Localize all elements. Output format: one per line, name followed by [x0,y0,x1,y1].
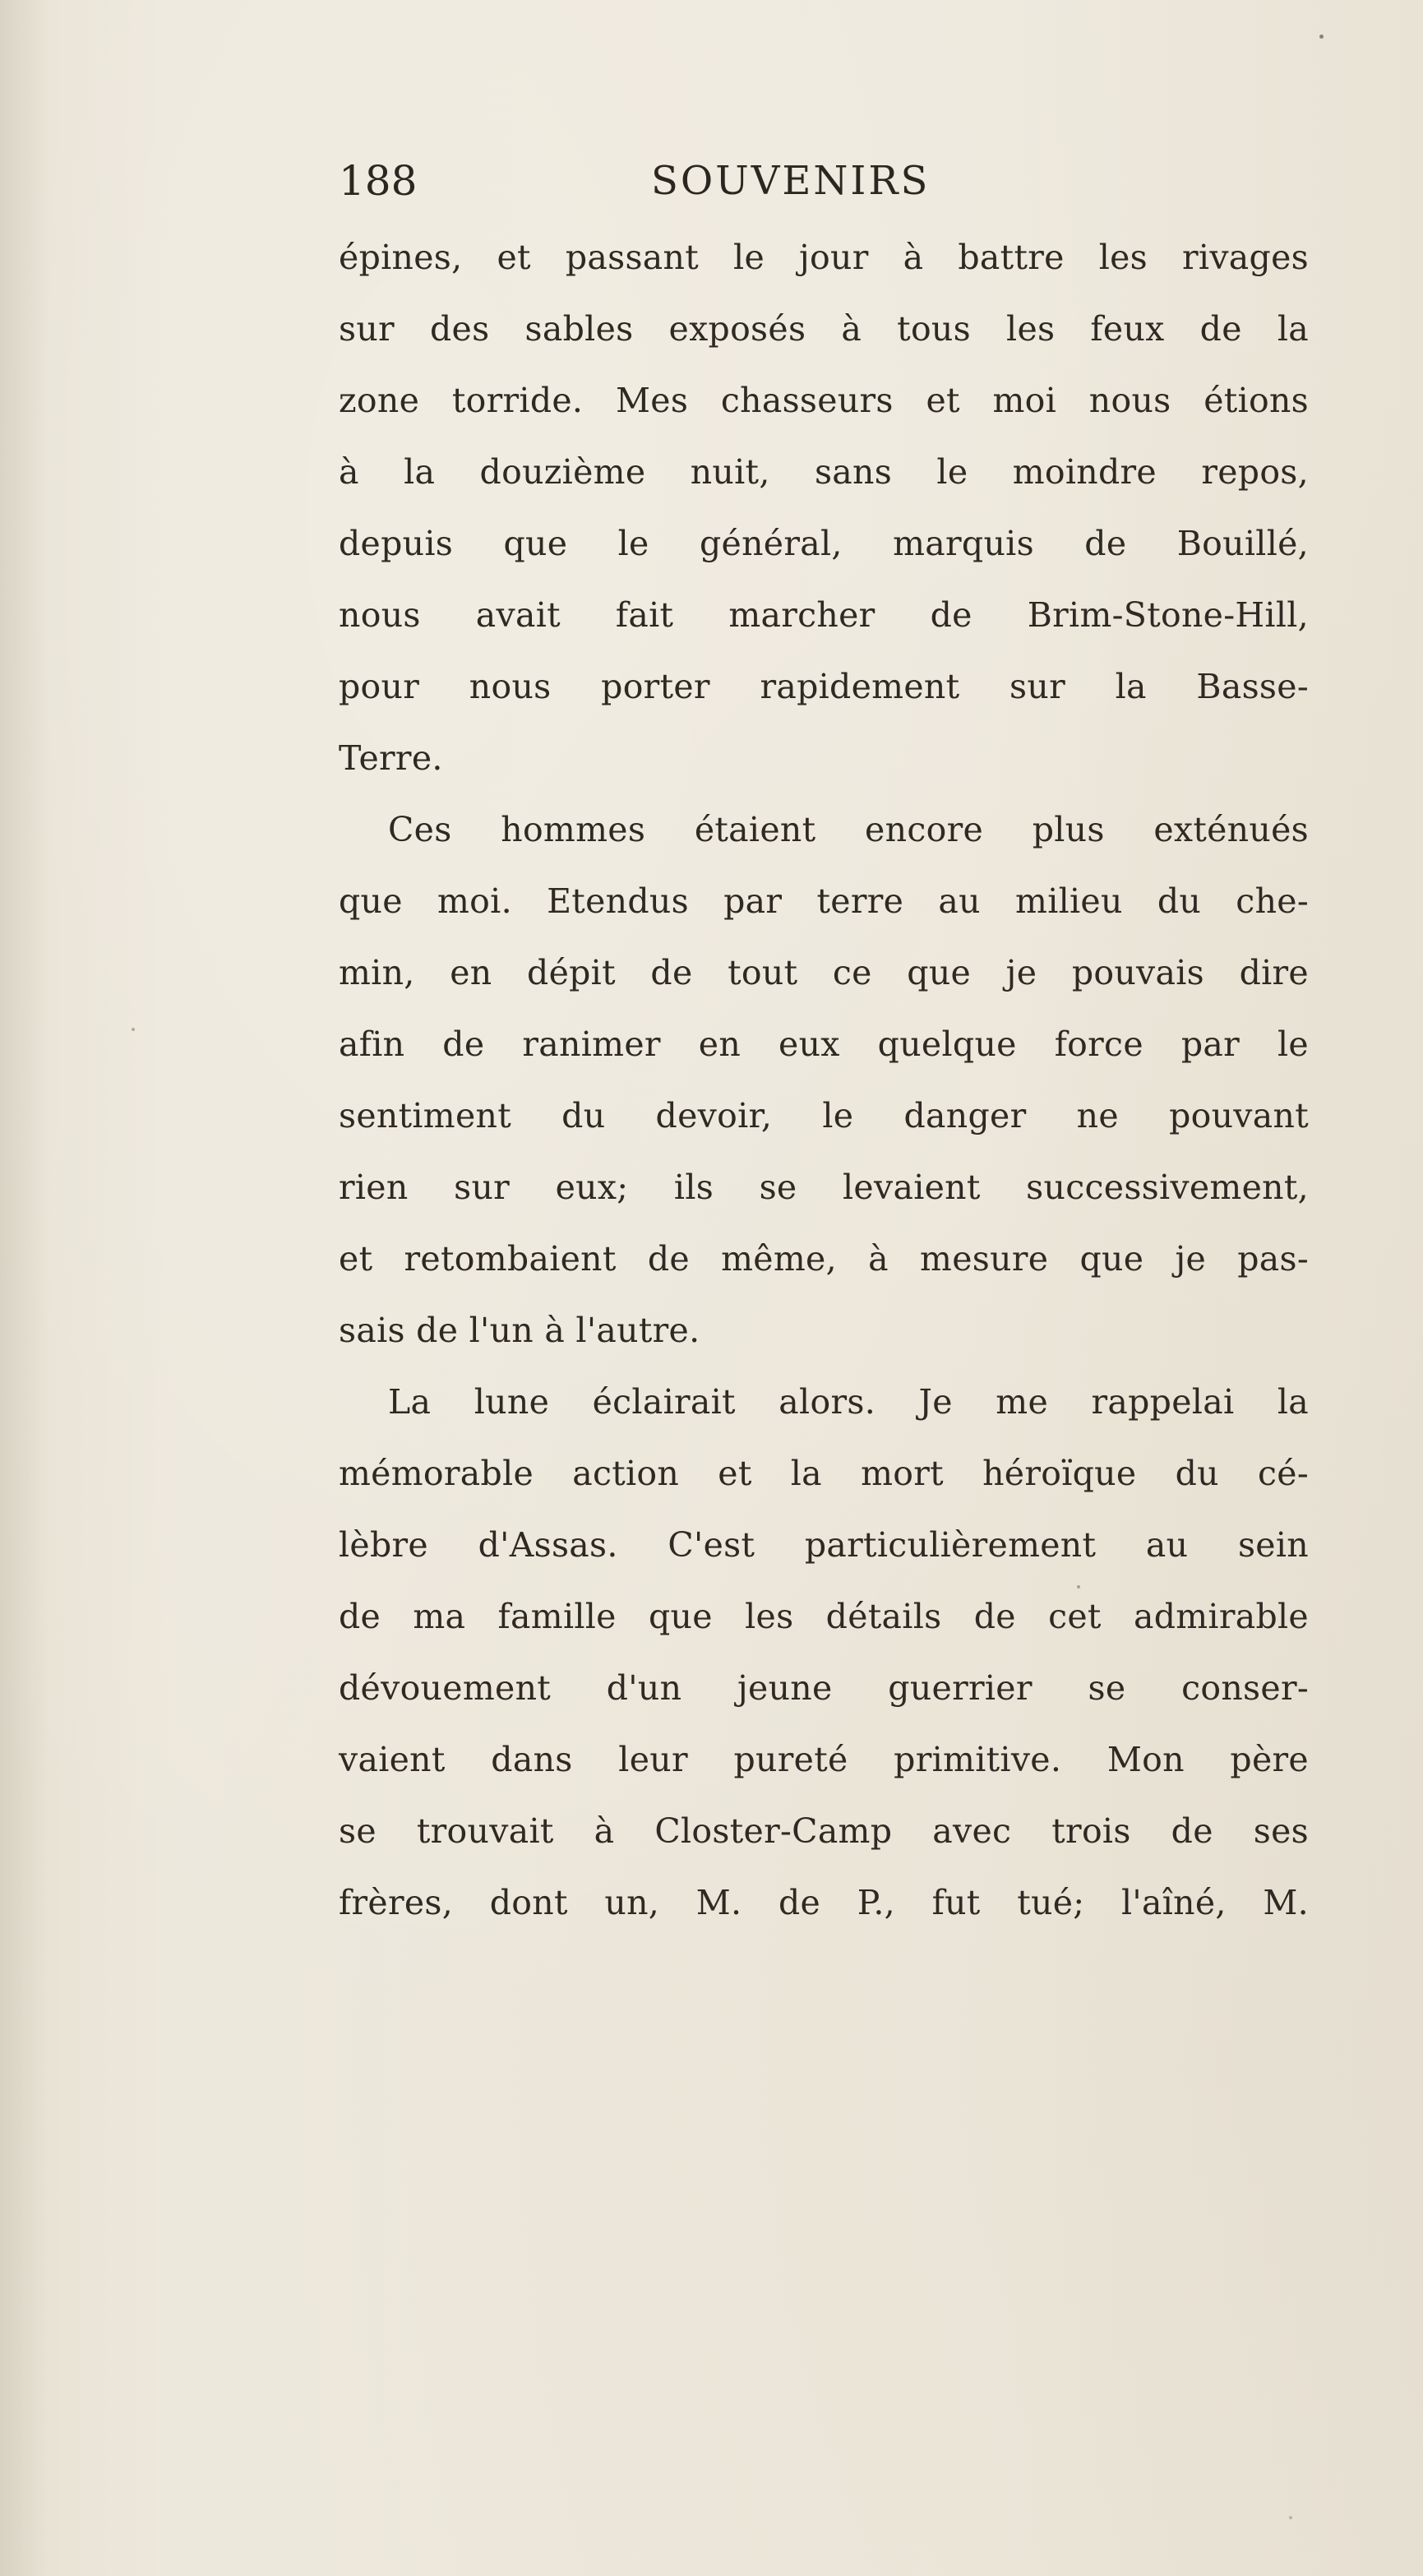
text-line: se trouvait à Closter-Camp avec trois de ses [339,1811,1309,1851]
text-line: mémorable action et la mort héroïque du cé- [339,1454,1309,1493]
text-line: zone torride. Mes chasseurs et moi nous étions [339,381,1309,420]
text-line: épines, et passant le jour à battre les rivages [339,238,1309,277]
text-line: rien sur eux; ils se levaient successivement, [339,1168,1309,1207]
text-line: Terre. [339,738,443,778]
text-line: et retombaient de même, à mesure que je pas- [339,1239,1309,1279]
text-line: depuis que le général, marquis de Bouillé, [339,524,1309,563]
text-line: afin de ranimer en eux quelque force par le [339,1024,1309,1064]
paper-speck [1319,35,1324,39]
text-line: de ma famille que les détails de cet admirable [339,1597,1309,1636]
text-line: vaient dans leur pureté primitive. Mon père [339,1740,1309,1779]
page-header [339,148,1309,214]
text-line: à la douzième nuit, sans le moindre repos, [339,452,1309,492]
body-text [339,222,1309,1939]
text-line: que moi. Etendus par terre au milieu du che- [339,881,1309,921]
text-line: dévouement d'un jeune guerrier se conser- [339,1668,1309,1708]
text-line: Ces hommes étaient encore plus exténués [388,810,1309,849]
text-line: min, en dépit de tout ce que je pouvais dire [339,953,1309,992]
text-line: sais de l'un à l'autre. [339,1311,700,1350]
text-line: La lune éclairait alors. Je me rappelai la [388,1382,1309,1422]
text-line: lèbre d'Assas. C'est particulièrement au sein [339,1525,1309,1565]
text-line: sur des sables exposés à tous les feux de la [339,309,1309,349]
running-title: SOUVENIRS [651,158,931,204]
page-number: 188 [339,157,418,205]
paper-speck [1289,2516,1292,2519]
page-gutter-shadow [0,0,49,2576]
text-line: frères, dont un, M. de P., fut tué; l'aîné, M. [339,1883,1309,1922]
text-line: sentiment du devoir, le danger ne pouvant [339,1096,1309,1135]
text-line: pour nous porter rapidement sur la Basse- [339,667,1309,706]
text-line: nous avait fait marcher de Brim-Stone-Hill, [339,595,1309,635]
paper-speck [132,1028,135,1031]
